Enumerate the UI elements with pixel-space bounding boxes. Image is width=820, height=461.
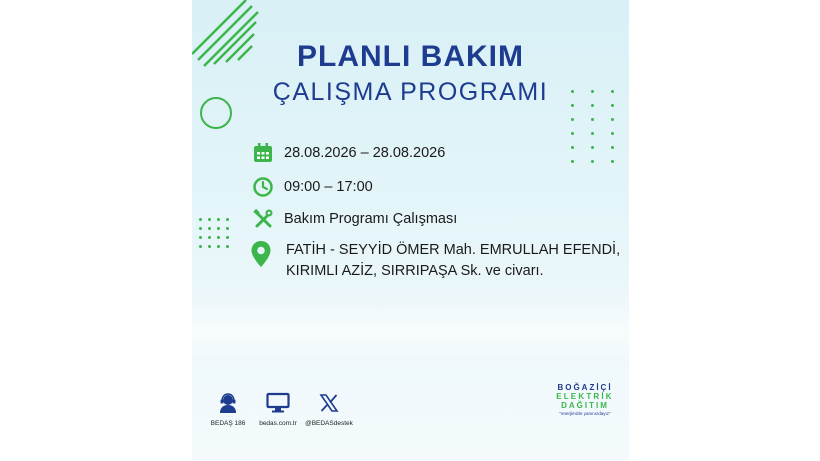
logo-line2: ELEKTRİK xyxy=(556,392,614,401)
logo-line1: BOĞAZİÇİ xyxy=(557,383,613,392)
address-line1: FATİH - SEYYİD ÖMER Mah. EMRULLAH EFENDİ, xyxy=(286,242,621,258)
map-pin-icon xyxy=(250,240,272,268)
maintenance-card xyxy=(192,0,629,461)
date-range: 28.08.2026 – 28.08.2026 xyxy=(284,145,446,161)
address xyxy=(286,240,620,282)
social-label: @BEDASdestek xyxy=(305,420,353,427)
title-line2: ÇALIŞMA PROGRAMI xyxy=(272,78,549,106)
title-line1: PLANLI BAKIM xyxy=(297,40,524,73)
footer-social xyxy=(294,392,364,427)
time-row xyxy=(252,176,373,198)
company-logo xyxy=(550,383,620,416)
headset-icon xyxy=(217,392,239,414)
calendar-icon xyxy=(252,142,274,164)
x-logo-icon xyxy=(319,392,339,414)
time-range: 09:00 – 17:00 xyxy=(284,179,373,195)
address-line2: KIRIMLI AZİZ, SIRRIPAŞA Sk. ve civarı. xyxy=(286,263,544,279)
phone-label: BEDAŞ 186 xyxy=(210,420,246,427)
tools-icon xyxy=(252,208,274,230)
background-horizon xyxy=(192,300,629,360)
work-type: Bakım Programı Çalışması xyxy=(284,211,458,227)
logo-tagline: "enerjimizle yanınızdayız" xyxy=(559,411,611,416)
web-label: bedas.com.tr xyxy=(259,420,297,427)
work-type-row xyxy=(252,208,457,230)
date-row xyxy=(252,142,445,164)
logo-line3: DAĞITIM xyxy=(561,401,609,410)
monitor-icon xyxy=(266,392,290,414)
clock-icon xyxy=(252,176,274,198)
